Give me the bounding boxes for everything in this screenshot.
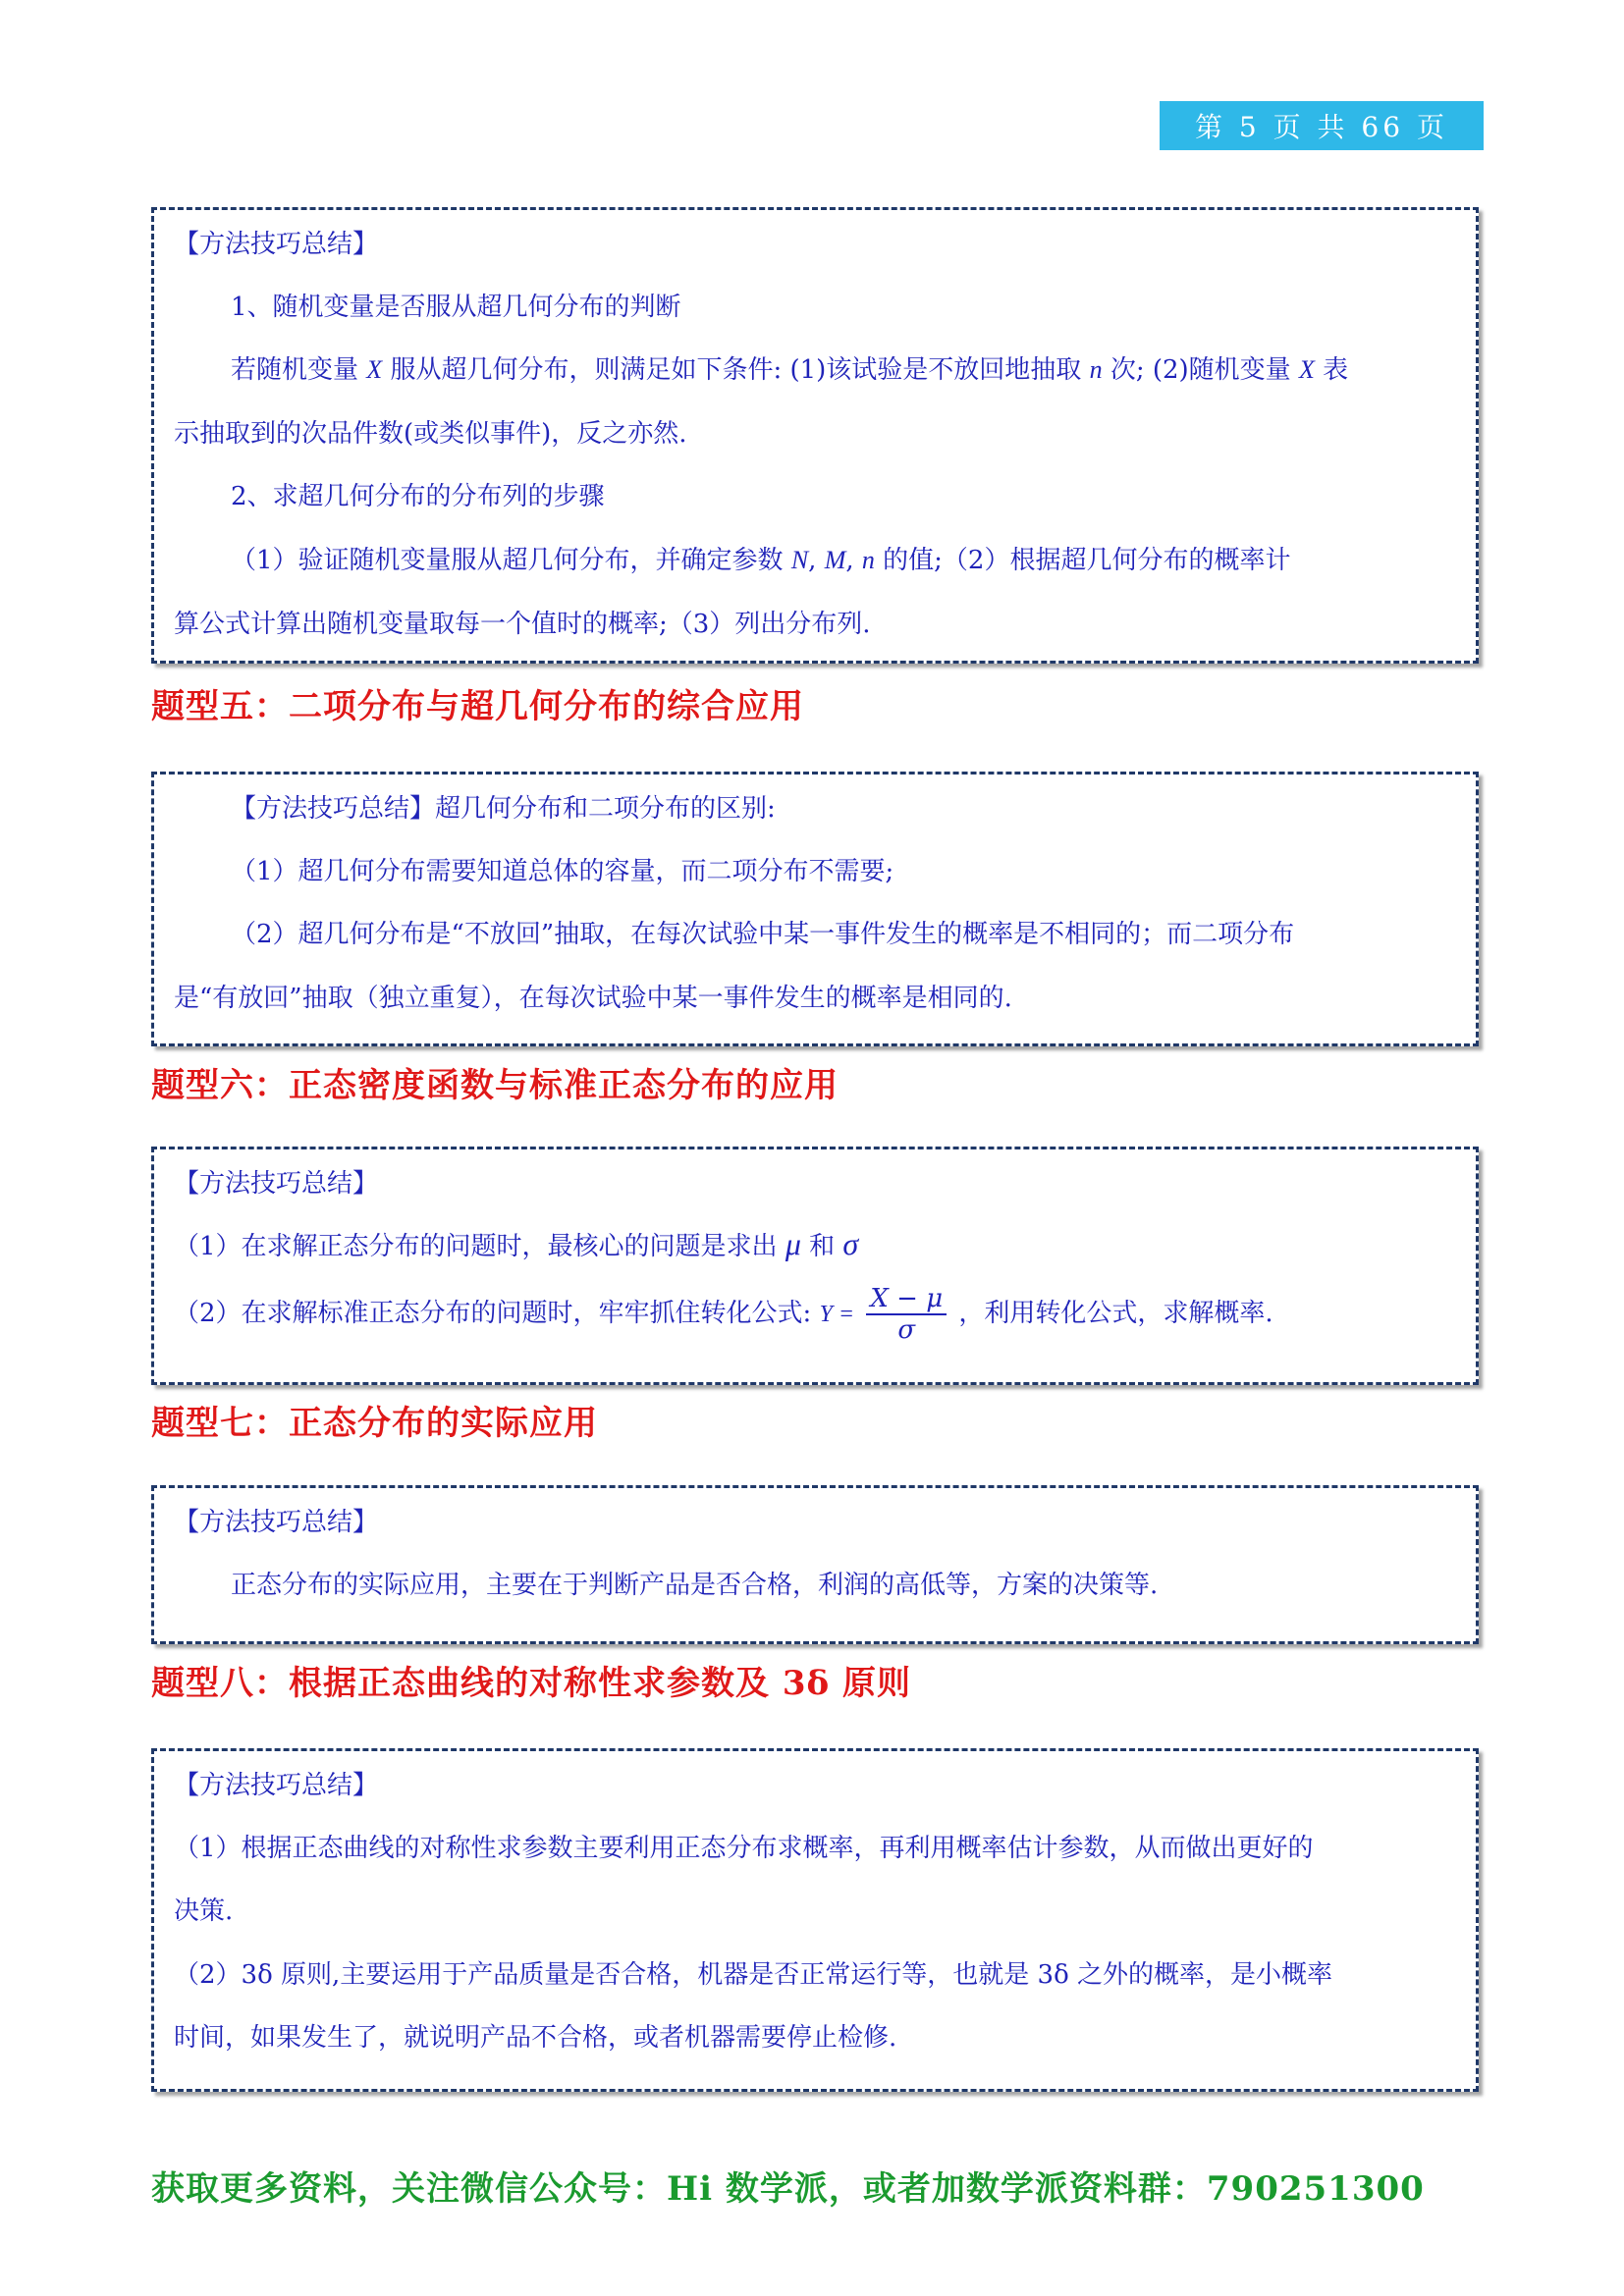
- point1-line1-b: 服从超几何分布，则满足如下条件: (1)该试验是不放回地抽取: [390, 355, 1082, 385]
- summary6-line1-a: （1）在求解正态分布的问题时，最核心的问题是求出: [174, 1232, 778, 1261]
- summary-title-6: 【方法技巧总结】: [174, 1169, 379, 1199]
- point1-line1-d: 表: [1323, 355, 1349, 385]
- summary8-line4: 时间，如果发生了，就说明产品不合格，或者机器需要停止检修.: [174, 2023, 897, 2053]
- variable-x: X: [366, 355, 383, 384]
- summary-title-7: 【方法技巧总结】: [174, 1508, 379, 1537]
- heading-type7: 题型七：正态分布的实际应用: [151, 1404, 598, 1443]
- method-summary-box-3-delta-rule: [151, 1748, 1479, 2092]
- summary5-line4: 是“有放回”抽取（独立重复），在每次试验中某一事件发生的概率是相同的.: [174, 984, 1012, 1013]
- method-summary-box-hypergeometric: [151, 207, 1479, 664]
- point1-title: 1、随机变量是否服从超几何分布的判断: [231, 293, 681, 322]
- summary6-line2-b: ，利用转化公式，求解概率.: [958, 1299, 1273, 1328]
- summary-title: 【方法技巧总结】: [174, 230, 379, 259]
- point2-line2: 算公式计算出随机变量取每一个值时的概率;（3）列出分布列.: [174, 610, 871, 639]
- point2-title: 2、求超几何分布的分布列的步骤: [231, 482, 605, 511]
- summary5-line2: （1）超几何分布需要知道总体的容量，而二项分布不需要;: [231, 857, 894, 886]
- summary7-line1: 正态分布的实际应用，主要在于判断产品是否合格，利润的高低等，方案的决策等.: [231, 1571, 1159, 1600]
- point1-line2: 示抽取到的次品件数(或类似事件)，反之亦然.: [174, 419, 687, 449]
- param-m: M: [824, 546, 846, 574]
- summary8-line1: （1）根据正态曲线的对称性求参数主要利用正态分布求概率，再利用概率估计参数，从而做出更好的: [174, 1834, 1314, 1863]
- summary6-line2-a: （2）在求解标准正态分布的问题时，牢牢抓住转化公式:: [174, 1299, 812, 1328]
- summary5-line3: （2）超几何分布是“不放回”抽取，在每次试验中某一事件发生的概率是不相同的；而二项分布: [231, 920, 1295, 949]
- summary8-line2: 决策.: [174, 1896, 234, 1926]
- point1-line1-a: 若随机变量: [231, 355, 359, 385]
- method-summary-box-binomial-vs-hypergeometric: [151, 772, 1479, 1046]
- standardization-formula: [866, 1284, 947, 1345]
- summary8-line3: （2）3δ 原则,主要运用于产品质量是否合格，机器是否正常运行等，也就是 3δ 之外的概率，是小概率: [174, 1960, 1332, 1990]
- symbol-sigma: σ: [842, 1226, 859, 1261]
- variable-n: n: [1089, 355, 1103, 384]
- formula-lhs: Y =: [819, 1302, 855, 1327]
- point1-line1-c: 次; (2)随机变量: [1110, 355, 1291, 385]
- formula-numerator: X − μ: [866, 1284, 947, 1315]
- point1-line1: [231, 349, 1456, 386]
- summary6-line2: [174, 1284, 1456, 1345]
- heading-type5: 题型五：二项分布与超几何分布的综合应用: [151, 687, 804, 726]
- summary6-line1: [174, 1226, 1456, 1262]
- heading-type8: 题型八：根据正态曲线的对称性求参数及 3δ 原则: [151, 1664, 912, 1703]
- summary-title-8: 【方法技巧总结】: [174, 1771, 379, 1800]
- summary6-line1-b: 和: [809, 1232, 836, 1261]
- variable-x-2: X: [1298, 355, 1315, 384]
- point2-line1-b: 的值;（2）根据超几何分布的概率计: [883, 546, 1291, 575]
- page-number-badge: 第 5 页 共 66 页: [1160, 101, 1484, 150]
- point2-line1-a: （1）验证随机变量服从超几何分布，并确定参数: [231, 546, 784, 575]
- point2-line1: （1）验证随机变量服从超几何分布，并确定参数 N, M, n 的值;（2）根据超几何分布的概率计: [231, 546, 1291, 575]
- param-n-upper: N: [790, 546, 809, 574]
- footer-promo: 获取更多资料，关注微信公众号：Hi 数学派，或者加数学派资料群：790251300: [151, 2169, 1425, 2209]
- symbol-mu: μ: [785, 1226, 801, 1261]
- method-summary-box-normal-density: [151, 1147, 1479, 1385]
- heading-type6: 题型六：正态密度函数与标准正态分布的应用: [151, 1066, 839, 1105]
- param-n-lower: n: [861, 546, 875, 574]
- formula-denominator: σ: [897, 1315, 916, 1345]
- summary5-line1: 【方法技巧总结】超几何分布和二项分布的区别:: [231, 794, 776, 824]
- method-summary-box-normal-application: [151, 1485, 1479, 1644]
